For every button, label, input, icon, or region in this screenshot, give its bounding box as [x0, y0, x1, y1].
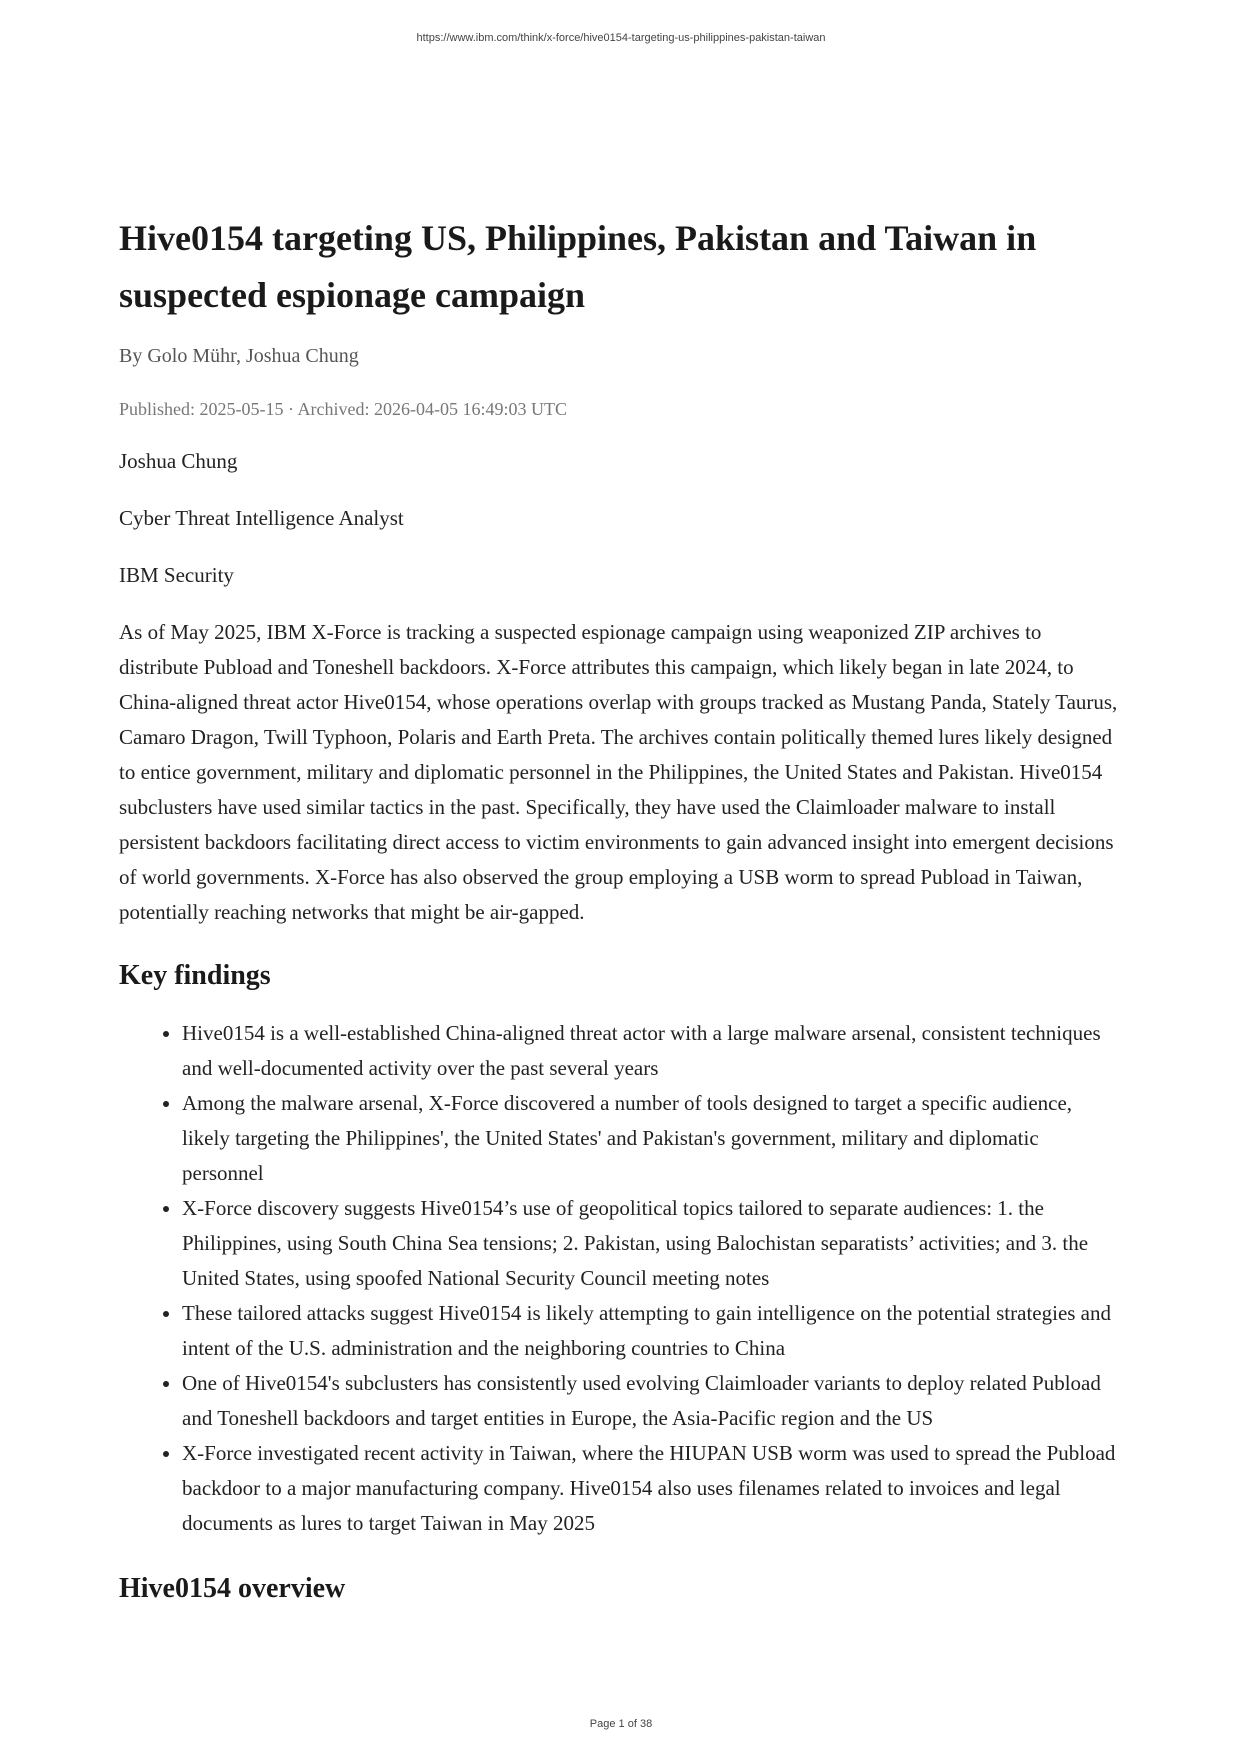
author-name: Joshua Chung	[119, 449, 238, 473]
list-item: • These tailored attacks suggest Hive0154 is likely attempting to gain intelligence on the potential strategies and intent of the U.S. administration and the neighboring countries to China	[182, 1296, 1124, 1366]
publish-meta: Published: 2025-05-15 · Archived: 2026-04-05 16:49:03 UTC	[119, 399, 567, 419]
list-item: • One of Hive0154's subclusters has consistently used evolving Claimloader variants to deploy related Pubload and Toneshell backdoors and target entities in Europe, the Asia-Pacific region and the US	[182, 1366, 1124, 1436]
article	[119, 210, 1124, 1629]
list-item: • Hive0154 is a well-established China-aligned threat actor with a large malware arsenal, consistent techniques and well-documented activity over the past several years	[182, 1016, 1124, 1086]
intro-paragraph: As of May 2025, IBM X-Force is tracking a suspected espionage campaign using weaponized ZIP archives to distribute Pubload and Toneshell backdoors. X-Force attributes this campaign, which likely began in late 2024, to China-aligned threat actor Hive0154, whose operations overlap with groups tracked as Mustang Panda, Stately Taurus, Camaro Dragon, Twill Typhoon, Polaris and Earth Preta. The archives contain politically themed lures likely designed to entice government, military and diplomatic personnel in the Philippines, the United States and Pakistan. Hive0154 subclusters have used similar tactics in the past. Specifically, they have used the Claimloader malware to install persistent backdoors facilitating direct access to victim environments to gain advanced insight into emergent decisions of world governments. X-Force has also observed the group employing a USB worm to spread Pubload in Taiwan, potentially reaching networks that might be air-gapped.	[119, 620, 1118, 924]
key-findings-heading: Key findings	[119, 960, 271, 991]
list-item: • X-Force discovery suggests Hive0154’s use of geopolitical topics tailored to separate audiences: 1. the Philippines, using South China Sea tensions; 2. Pakistan, using Balochistan separatists’ activities; and 3. the United States, using spoofed National Security Council meeting notes	[182, 1191, 1124, 1296]
list-item: • X-Force investigated recent activity in Taiwan, where the HIUPAN USB worm was used to spread the Pubload backdoor to a major manufacturing company. Hive0154 also uses filenames related to invoices and legal documents as lures to target Taiwan in May 2025	[182, 1436, 1124, 1541]
author-title: Cyber Threat Intelligence Analyst	[119, 506, 404, 530]
key-findings-list	[119, 1016, 1124, 1541]
list-item: • Among the malware arsenal, X-Force discovered a number of tools designed to target a specific audience, likely targeting the Philippines', the United States' and Pakistan's government, military and diplomatic personnel	[182, 1086, 1124, 1191]
page-url: https://www.ibm.com/think/x-force/hive0154-targeting-us-philippines-pakistan-taiwan	[416, 32, 826, 44]
byline: By Golo Mühr, Joshua Chung	[119, 345, 359, 367]
overview-heading: Hive0154 overview	[119, 1573, 346, 1604]
author-org: IBM Security	[119, 563, 234, 587]
article-title: Hive0154 targeting US, Philippines, Pakistan and Taiwan in suspected espionage campaign	[119, 218, 1037, 315]
page-number: Page 1 of 38	[589, 1718, 653, 1730]
